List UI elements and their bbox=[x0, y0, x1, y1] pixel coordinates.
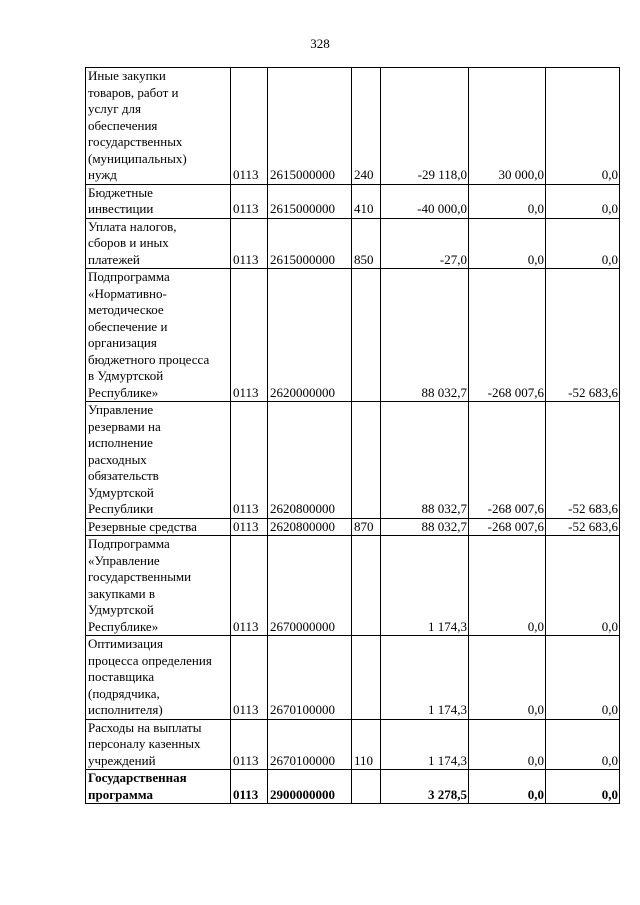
cell-target-code: 2670100000 bbox=[268, 636, 352, 720]
cell-section: 0113 bbox=[231, 536, 268, 636]
cell-name-line: Удмуртской bbox=[88, 602, 154, 617]
cell-expense-type: 410 bbox=[352, 184, 381, 218]
table-row bbox=[86, 636, 620, 720]
cell-name-line: «Нормативно- bbox=[88, 285, 167, 301]
cell-name-line: программа bbox=[88, 786, 153, 802]
cell-value-2: 0,0 bbox=[469, 636, 546, 720]
cell-value-3: 0,0 bbox=[546, 68, 620, 185]
table-row bbox=[86, 536, 620, 636]
cell-section: 0113 bbox=[231, 636, 268, 720]
cell-value-3: 0,0 bbox=[546, 218, 620, 269]
cell-target-code: 2670000000 bbox=[268, 536, 352, 636]
cell-expense-type bbox=[352, 402, 381, 519]
cell-value-1: 88 032,7 bbox=[381, 402, 469, 519]
cell-value-2: 0,0 bbox=[469, 719, 546, 770]
cell-name-line: (муниципальных) bbox=[88, 150, 187, 166]
cell-value-2: 30 000,0 bbox=[469, 68, 546, 185]
cell-name bbox=[86, 68, 231, 185]
budget-table bbox=[85, 67, 620, 804]
table-row bbox=[86, 518, 620, 536]
cell-name-line: обеспечение и bbox=[88, 318, 168, 334]
cell-target-code: 2620000000 bbox=[268, 269, 352, 402]
cell-name-line: нужд bbox=[88, 167, 117, 182]
cell-target-code: 2615000000 bbox=[268, 218, 352, 269]
cell-value-3: 0,0 bbox=[546, 636, 620, 720]
cell-target-code: 2900000000 bbox=[268, 770, 352, 804]
cell-value-1: 88 032,7 bbox=[381, 518, 469, 536]
cell-expense-type bbox=[352, 269, 381, 402]
cell-value-1: 1 174,3 bbox=[381, 536, 469, 636]
cell-name-line: персоналу казенных bbox=[88, 736, 201, 751]
cell-value-1: 3 278,5 bbox=[381, 770, 469, 804]
cell-name-line: (подрядчика, bbox=[88, 685, 160, 701]
cell-name-line: Бюджетные bbox=[88, 184, 153, 200]
cell-value-3: -52 683,6 bbox=[546, 269, 620, 402]
cell-name-line: расходных bbox=[88, 451, 147, 467]
cell-name-line: Иные закупки bbox=[88, 68, 166, 83]
cell-value-1: 1 174,3 bbox=[381, 719, 469, 770]
cell-value-2: -268 007,6 bbox=[469, 518, 546, 536]
cell-name-line: Управление bbox=[88, 402, 154, 417]
cell-value-1: 1 174,3 bbox=[381, 636, 469, 720]
cell-target-code: 2620800000 bbox=[268, 402, 352, 519]
cell-value-2: 0,0 bbox=[469, 184, 546, 218]
cell-expense-type bbox=[352, 770, 381, 804]
cell-value-1: -29 118,0 bbox=[381, 68, 469, 185]
cell-expense-type: 850 bbox=[352, 218, 381, 269]
cell-value-1: 88 032,7 bbox=[381, 269, 469, 402]
cell-name-line: резервами на bbox=[88, 418, 161, 434]
cell-target-code: 2615000000 bbox=[268, 184, 352, 218]
cell-name-line: Государственная bbox=[88, 770, 187, 785]
cell-target-code: 2620800000 bbox=[268, 518, 352, 536]
cell-name-line: Подпрограмма bbox=[88, 269, 170, 284]
cell-section: 0113 bbox=[231, 184, 268, 218]
cell-name-line: «Управление bbox=[88, 552, 160, 568]
cell-name bbox=[86, 269, 231, 402]
table-row bbox=[86, 68, 620, 185]
cell-value-3: 0,0 bbox=[546, 184, 620, 218]
table-row bbox=[86, 218, 620, 269]
cell-value-3: -52 683,6 bbox=[546, 518, 620, 536]
cell-name-line: закупками в bbox=[88, 585, 155, 601]
table-row bbox=[86, 719, 620, 770]
cell-name-line: Республики bbox=[88, 501, 154, 516]
cell-name-line: обеспечения bbox=[88, 117, 158, 133]
cell-value-3: 0,0 bbox=[546, 719, 620, 770]
cell-expense-type: 110 bbox=[352, 719, 381, 770]
cell-value-1: -27,0 bbox=[381, 218, 469, 269]
cell-name bbox=[86, 536, 231, 636]
cell-value-2: 0,0 bbox=[469, 770, 546, 804]
cell-name-line: услуг для bbox=[88, 101, 141, 116]
cell-value-2: 0,0 bbox=[469, 536, 546, 636]
table-row bbox=[86, 184, 620, 218]
cell-target-code: 2670100000 bbox=[268, 719, 352, 770]
cell-name-line: Расходы на выплаты bbox=[88, 719, 202, 735]
cell-name-line: товаров, работ и bbox=[88, 84, 179, 100]
cell-name-line: поставщика bbox=[88, 669, 155, 684]
cell-name-line: Уплата налогов, bbox=[88, 218, 177, 234]
cell-expense-type bbox=[352, 636, 381, 720]
cell-name-line: Республике» bbox=[88, 384, 159, 400]
cell-name-line: учреждений bbox=[88, 752, 156, 768]
cell-section: 0113 bbox=[231, 68, 268, 185]
cell-name-line: процесса определения bbox=[88, 652, 212, 668]
cell-expense-type bbox=[352, 536, 381, 636]
cell-name bbox=[86, 184, 231, 218]
cell-name-line: исполнение bbox=[88, 435, 153, 450]
cell-value-2: -268 007,6 bbox=[469, 402, 546, 519]
cell-value-3: -52 683,6 bbox=[546, 402, 620, 519]
table-row bbox=[86, 402, 620, 519]
cell-name bbox=[86, 636, 231, 720]
cell-section: 0113 bbox=[231, 218, 268, 269]
cell-section: 0113 bbox=[231, 269, 268, 402]
cell-name-line: методическое bbox=[88, 302, 164, 317]
cell-value-3: 0,0 bbox=[546, 770, 620, 804]
cell-value-2: 0,0 bbox=[469, 218, 546, 269]
page-number: 328 bbox=[310, 36, 330, 51]
cell-name-line: Резервные средства bbox=[88, 518, 197, 534]
cell-name-line: обязательств bbox=[88, 468, 159, 483]
cell-value-1: -40 000,0 bbox=[381, 184, 469, 218]
cell-name-line: Подпрограмма bbox=[88, 536, 170, 551]
cell-name-line: государственных bbox=[88, 134, 183, 149]
cell-name-line: исполнителя) bbox=[88, 702, 163, 717]
cell-name bbox=[86, 402, 231, 519]
cell-name-line: Оптимизация bbox=[88, 636, 163, 651]
cell-expense-type: 870 bbox=[352, 518, 381, 536]
cell-name-line: государственными bbox=[88, 569, 192, 584]
cell-name bbox=[86, 218, 231, 269]
cell-name-line: сборов и иных bbox=[88, 235, 169, 250]
table-row bbox=[86, 770, 620, 804]
cell-name bbox=[86, 770, 231, 804]
cell-value-2: -268 007,6 bbox=[469, 269, 546, 402]
cell-name-line: платежей bbox=[88, 251, 140, 267]
table-body bbox=[86, 68, 620, 804]
cell-name-line: Удмуртской bbox=[88, 484, 154, 500]
cell-name-line: Республике» bbox=[88, 618, 159, 634]
cell-name-line: бюджетного процесса bbox=[88, 351, 210, 367]
cell-value-3: 0,0 bbox=[546, 536, 620, 636]
cell-section: 0113 bbox=[231, 402, 268, 519]
cell-name-line: в Удмуртской bbox=[88, 368, 164, 383]
cell-name bbox=[86, 719, 231, 770]
cell-section: 0113 bbox=[231, 719, 268, 770]
cell-expense-type: 240 bbox=[352, 68, 381, 185]
cell-target-code: 2615000000 bbox=[268, 68, 352, 185]
cell-section: 0113 bbox=[231, 770, 268, 804]
cell-section: 0113 bbox=[231, 518, 268, 536]
cell-name-line: организация bbox=[88, 335, 157, 350]
cell-name-line: инвестиции bbox=[88, 201, 154, 216]
cell-name bbox=[86, 518, 231, 536]
table-row bbox=[86, 269, 620, 402]
